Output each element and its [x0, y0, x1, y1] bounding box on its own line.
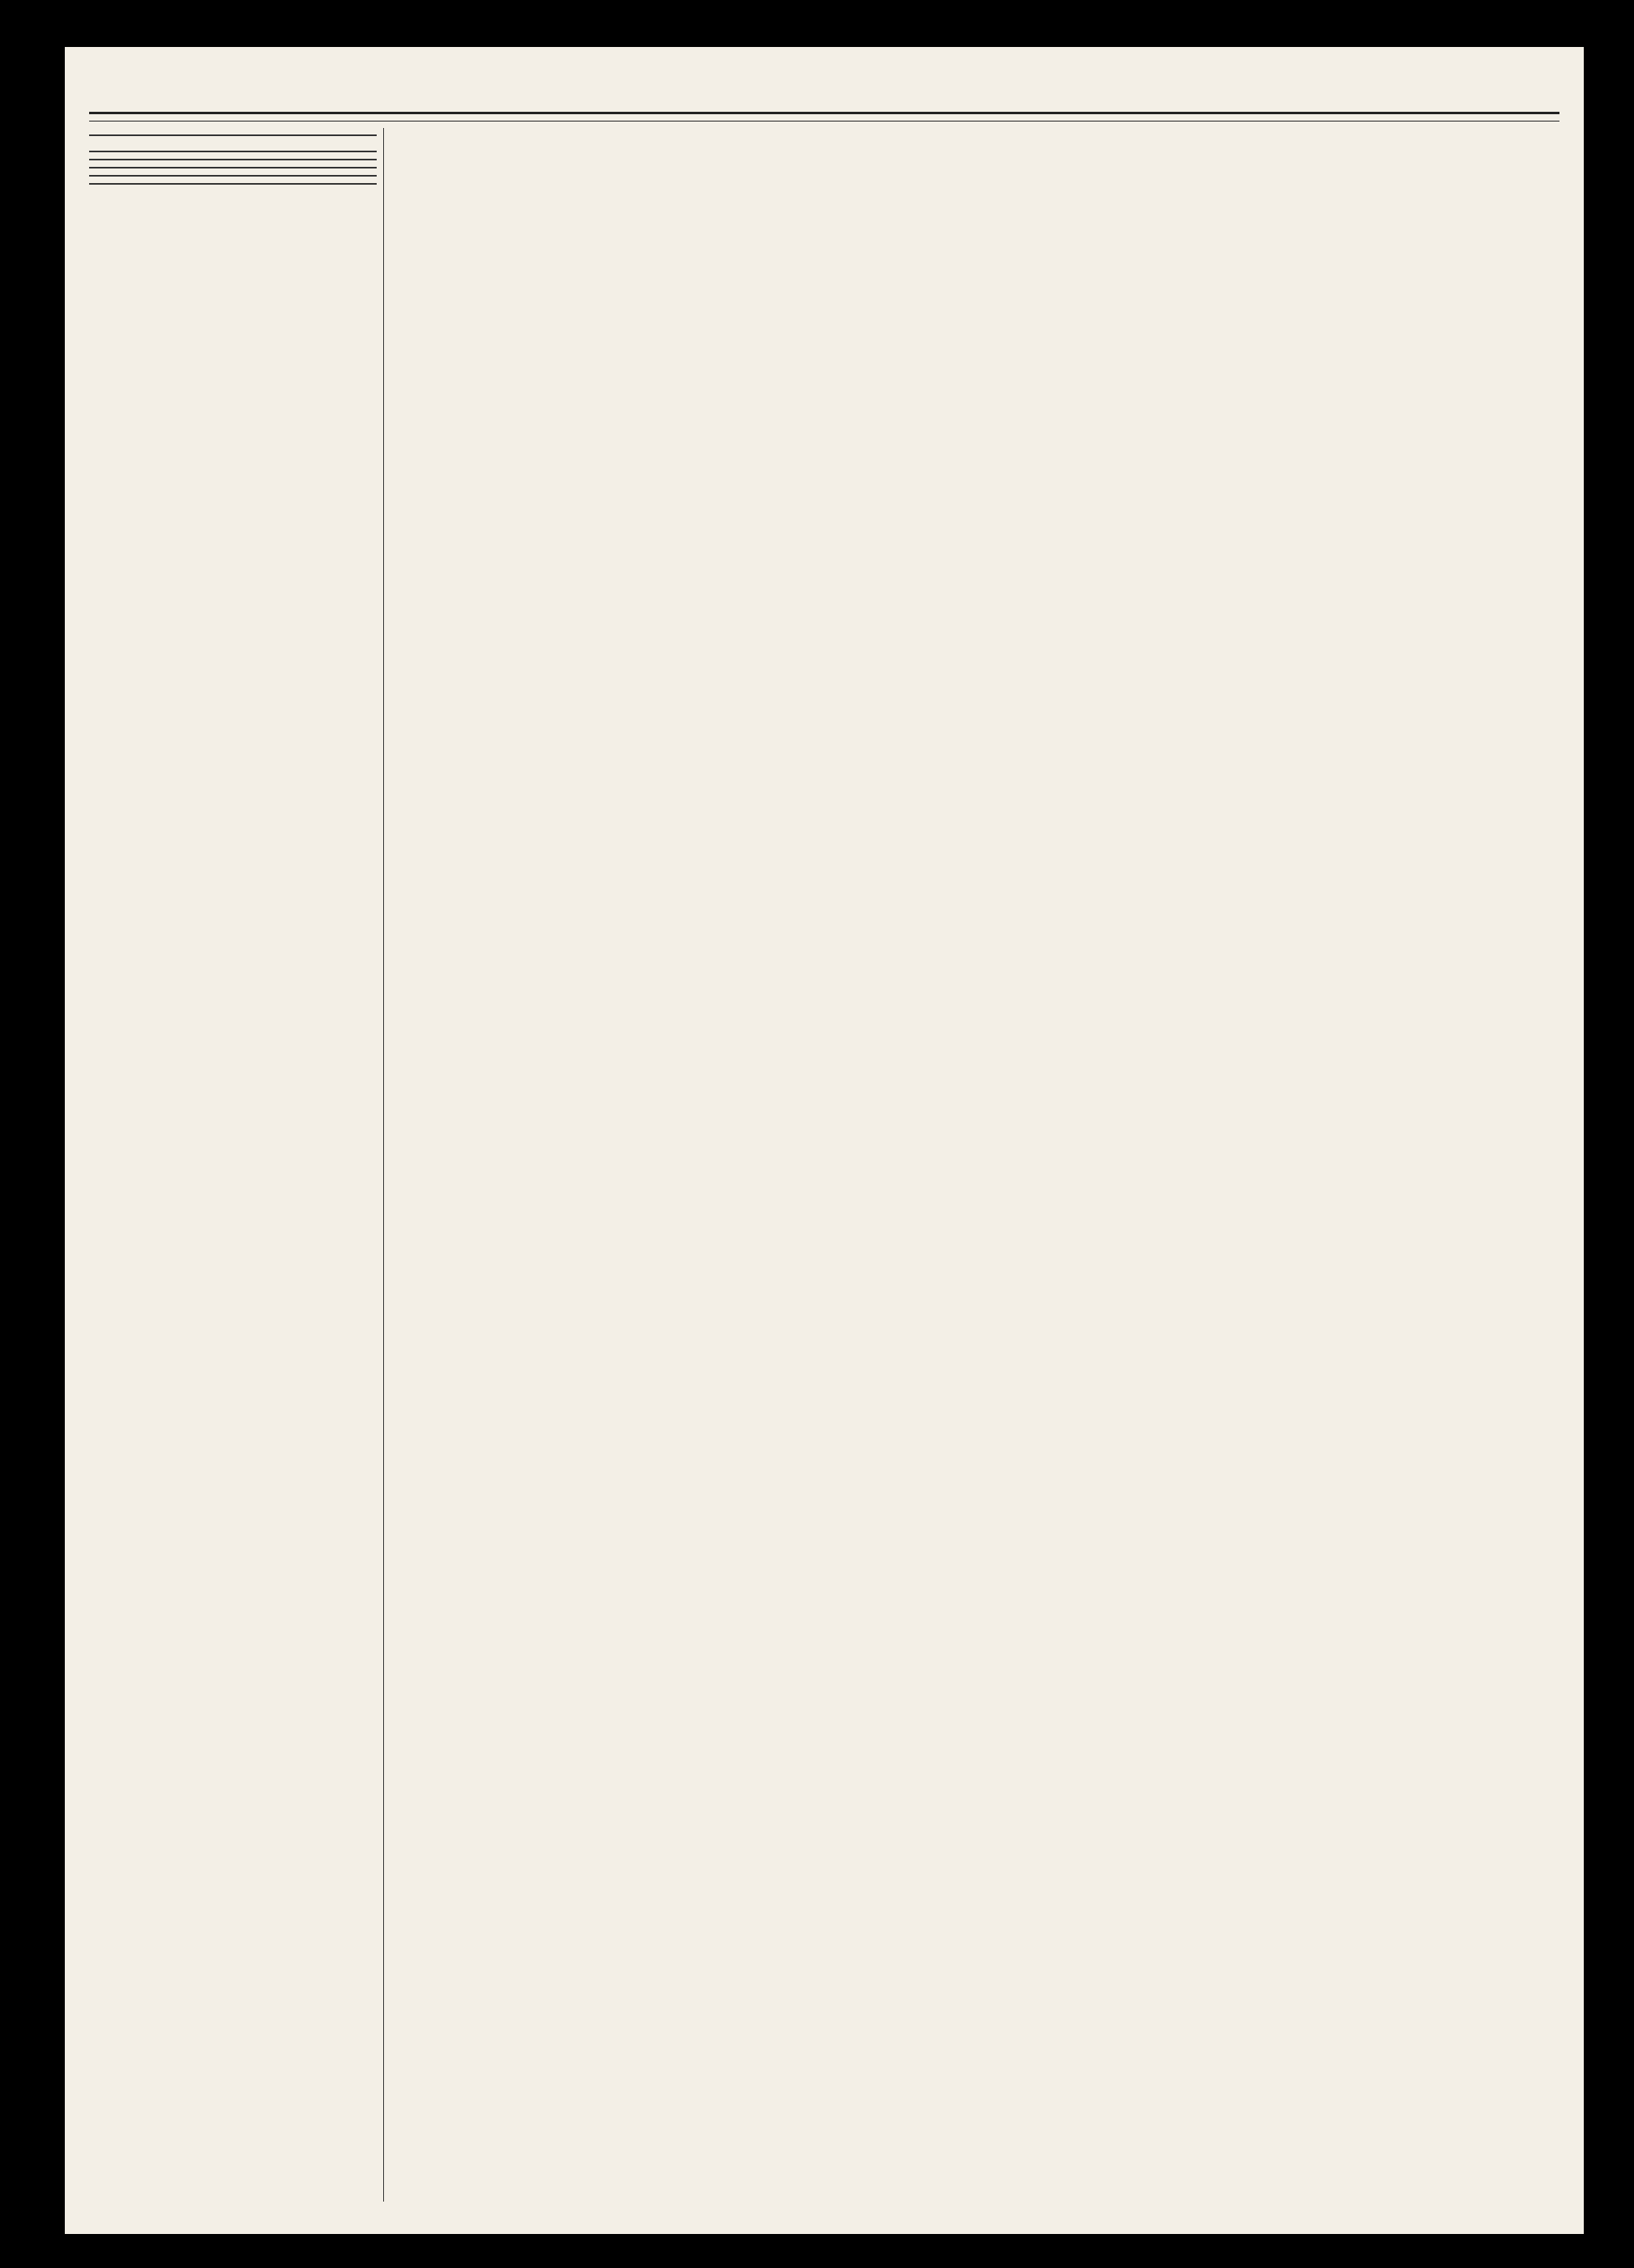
divider — [89, 159, 377, 160]
divider — [89, 151, 377, 152]
divider — [89, 134, 377, 136]
top-rule — [89, 112, 1559, 122]
divider — [89, 183, 377, 185]
column-rule — [383, 128, 384, 2202]
divider — [89, 175, 377, 177]
column-1 — [89, 128, 377, 2218]
newspaper-page — [65, 47, 1584, 2234]
divider — [89, 167, 377, 168]
column-2 — [389, 128, 648, 2218]
